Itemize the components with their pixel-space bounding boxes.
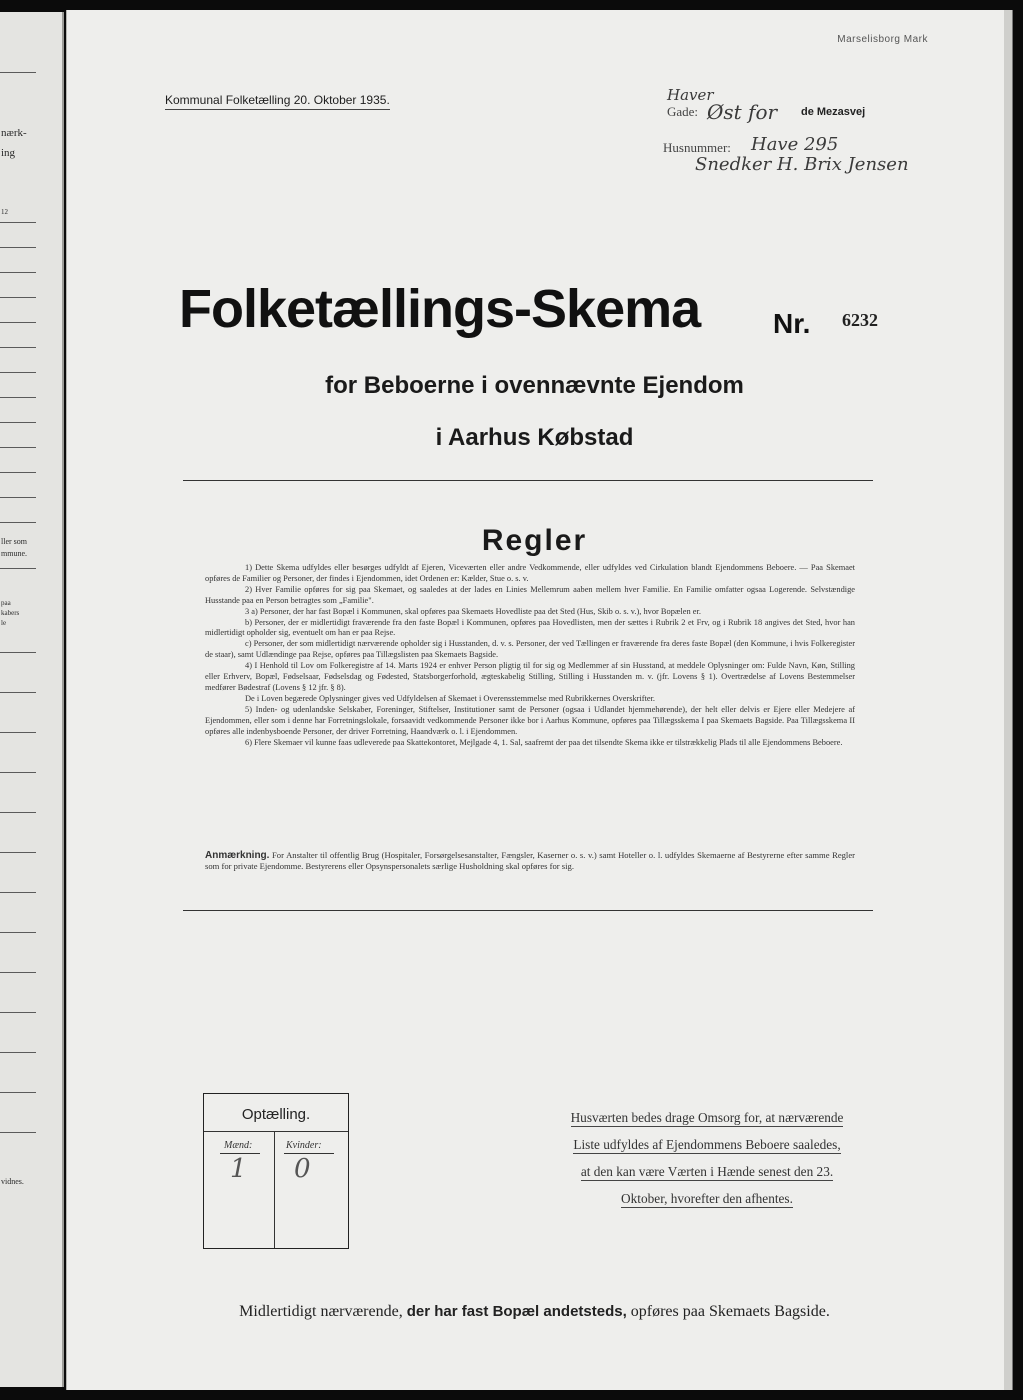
form-subtitle-city: i Aarhus Købstad [435, 424, 634, 451]
margin-rule [0, 397, 36, 398]
regel-item: 1) Dette Skema udfyldes eller besørges udfyldt af Ejeren, Viceværten eller andre Vedkommende, eller udfyldes ved Cirkulation blandt Ejendommens Beboere. — Paa Skemaet opføres de Familier og Personer, der findes i Ejendommen, idet Ordenen er: Kælder, Stue o. s. v. [205, 563, 855, 583]
margin-fragment: ing [1, 147, 16, 159]
margin-rule [0, 732, 36, 733]
margin-rule [0, 692, 36, 693]
margin-rule [0, 772, 36, 773]
margin-rule [0, 1132, 36, 1133]
form-title: Folketællings-Skema [179, 279, 701, 339]
district-stamp: Marselisborg Mark [837, 34, 928, 45]
margin-rule [0, 522, 36, 523]
gade-handwritten: Øst for [707, 100, 778, 124]
census-form-page [66, 10, 1008, 1390]
maend-count: 1 [230, 1154, 247, 1184]
margin-rule [0, 222, 36, 223]
notice-line: at den kan være Værten i Hænde senest den 23. [580, 1164, 834, 1179]
optaelling-box [203, 1093, 349, 1249]
regel-item: 6) Flere Skemaer vil kunne faas udleverede paa Skattekontoret, Mejlgade 4, 1. Sal, saafremt der paa det tilsendte Skema ikke er tilstrækkelig Plads til alle Ejendommens Beboere. [245, 737, 843, 747]
regel-item: c) Personer, der som midlertidigt nærværende opholder sig i Husstanden, d. v. s. Personer, der ved Tællingen er fraværende fra deres faste Bopæl (den Kommune, i hvis Folkeregister de staar), samt Udlændinge paa Rejse, opføres paa Tillægslisten paa Skemaets Bagside. [205, 639, 855, 660]
divider [183, 910, 873, 911]
form-subtitle: for Beboerne i ovennævnte Ejendom [325, 372, 744, 399]
kvinder-count: 0 [294, 1154, 311, 1184]
notice-line: Oktober, hvorefter den afhentes. [621, 1191, 793, 1206]
margin-rule [0, 497, 36, 498]
maend-label: Mænd: [224, 1140, 253, 1151]
margin-rule [0, 72, 36, 73]
margin-fragment: vidnes. [1, 1177, 24, 1186]
margin-rule [0, 932, 36, 933]
husnummer-handwritten: Have 295 [751, 134, 839, 155]
kvinder-label: Kvinder: [286, 1140, 322, 1151]
margin-rule [0, 422, 36, 423]
margin-rule [0, 852, 36, 853]
bottom-notice-bold: der har fast Bopæl andetsteds, [406, 1303, 627, 1320]
margin-rule [0, 812, 36, 813]
margin-rule [0, 652, 36, 653]
margin-fragment: paa [1, 599, 11, 607]
bottom-notice [67, 1303, 1002, 1321]
margin-rule [0, 347, 36, 348]
bottom-notice-part: Midlertidigt nærværende, [239, 1303, 403, 1320]
page-edge [1004, 10, 1013, 1390]
margin-rule [0, 272, 36, 273]
landlord-notice [497, 1110, 917, 1218]
anmaerkning [205, 850, 855, 872]
gade-suffix: de Mezasvej [801, 106, 866, 118]
margin-rule [0, 568, 36, 569]
margin-rule [0, 322, 36, 323]
owner-handwritten: Snedker H. Brix Jensen [695, 154, 909, 175]
divider [183, 480, 873, 481]
previous-page-edge [0, 12, 64, 1387]
regel-item: 4) I Henhold til Lov om Folkeregistre af 14. Marts 1924 er enhver Person pligtig til for sig og Medlemmer af sin Husstand, at meddele Oplysninger om: Fulde Navn, Køn, Stilling eller Erhverv, Bopæl, Fødselsaar, Fødselsdag og Fødested, Statsborgerforhold, ægteskabelig Stilling, Stilling i Husstanden m. v. (jfr. Lovens § 1). Overtrædelse af Lovens Bestemmelser medfører Bødestraf (Lovens § 12 jfr. § 8). [205, 661, 855, 692]
margin-rule [0, 1012, 36, 1013]
margin-fragment: mmune. [1, 549, 27, 558]
margin-rule [0, 247, 36, 248]
regler-heading: Regler [481, 524, 588, 557]
gade-handwritten-above: Haver [667, 86, 714, 104]
anmaerkning-label: Anmærkning. [205, 850, 270, 861]
regel-item: 5) Inden- og udenlandske Selskaber, Foreninger, Stiftelser, Institutioner samt de Personer (ogsaa i Udlandet hjemmehørende), der helt eller delvis er Ejere eller Medejere af Ejendommen, eller som i denne har Forretningslokale, forsaavidt vedkommende Personer ikke bor i Aarhus Kommune, opføres paa Tillægsskema I paa Skemaets Bagside. Paa Tillægsskema II opføres alle indenbysboende Personer, der driver Forretning, Haandværk o. l. i Ejendommen. [205, 704, 855, 736]
margin-fragment: nærk- [1, 127, 27, 139]
notice-line: Liste udfyldes af Ejendommens Beboere saaledes, [573, 1137, 841, 1152]
form-number: 6232 [842, 310, 878, 330]
regel-item: b) Personer, der er midlertidigt fraværende fra den faste Bopæl i Kommunen, opføres paa Hovedlisten, men der sættes i Rubrik 2 et Frv, og i Rubrik 18 angives det Sted, hvor han midlertidigt opholder sig, eventuelt om han er paa Rejse. [205, 617, 855, 638]
margin-rule [0, 372, 36, 373]
margin-rule [0, 1092, 36, 1093]
anmaerkning-text: For Anstalter til offentlig Brug (Hospitaler, Forsørgelsesanstalter, Fængsler, Kaserner o. s. v.) samt Hoteller o. l. udfyldes Skemaerne af Bestyrerne efter samme Regler som for private Ejendomme. Bestyrerens eller Opsynspersonalets særlige Husholdning skal opføres for sig. [205, 850, 855, 871]
margin-rule [0, 892, 36, 893]
margin-rule [0, 447, 36, 448]
optaelling-rule [204, 1131, 348, 1132]
regler-list [205, 563, 855, 748]
optaelling-divider [274, 1131, 275, 1248]
optaelling-title: Optælling. [241, 1106, 311, 1123]
census-header: Kommunal Folketælling 20. Oktober 1935. [165, 93, 390, 110]
gade-label: Gade: [667, 104, 699, 119]
margin-rule [0, 972, 36, 973]
margin-fragment: 12 [1, 208, 8, 216]
margin-rule [0, 1052, 36, 1053]
notice-line: Husværten bedes drage Omsorg for, at nærværende [570, 1110, 844, 1125]
margin-fragment: le [1, 619, 7, 627]
regel-item: 3 a) Personer, der har fast Bopæl i Kommunen, skal opføres paa Skemaets Hovedliste paa det Sted (Hus, Skib o. s. v.), hvor Bopælen er. [245, 606, 701, 616]
margin-rule [0, 297, 36, 298]
regel-item: 2) Hver Familie opføres for sig paa Skemaet, og saaledes at der lades en Linies Mellemrum aaben mellem hver Familie. En Familie omfatter ogsaa Logerende. Selvstændige Husstande paa en Person betragtes som „Familie". [205, 584, 855, 605]
regel-item: De i Loven begærede Oplysninger gives ved Udfyldelsen af Skemaet i Overensstemmelse med Rubrikkernes Overskrifter. [245, 693, 656, 703]
margin-rule [0, 472, 36, 473]
form-number-label: Nr. [773, 308, 811, 339]
bottom-notice-part: opføres paa Skemaets Bagside. [630, 1303, 830, 1320]
husnummer-label: Husnummer: [663, 140, 731, 155]
margin-fragment: ller som [1, 537, 27, 546]
margin-fragment: kabers [1, 609, 20, 617]
